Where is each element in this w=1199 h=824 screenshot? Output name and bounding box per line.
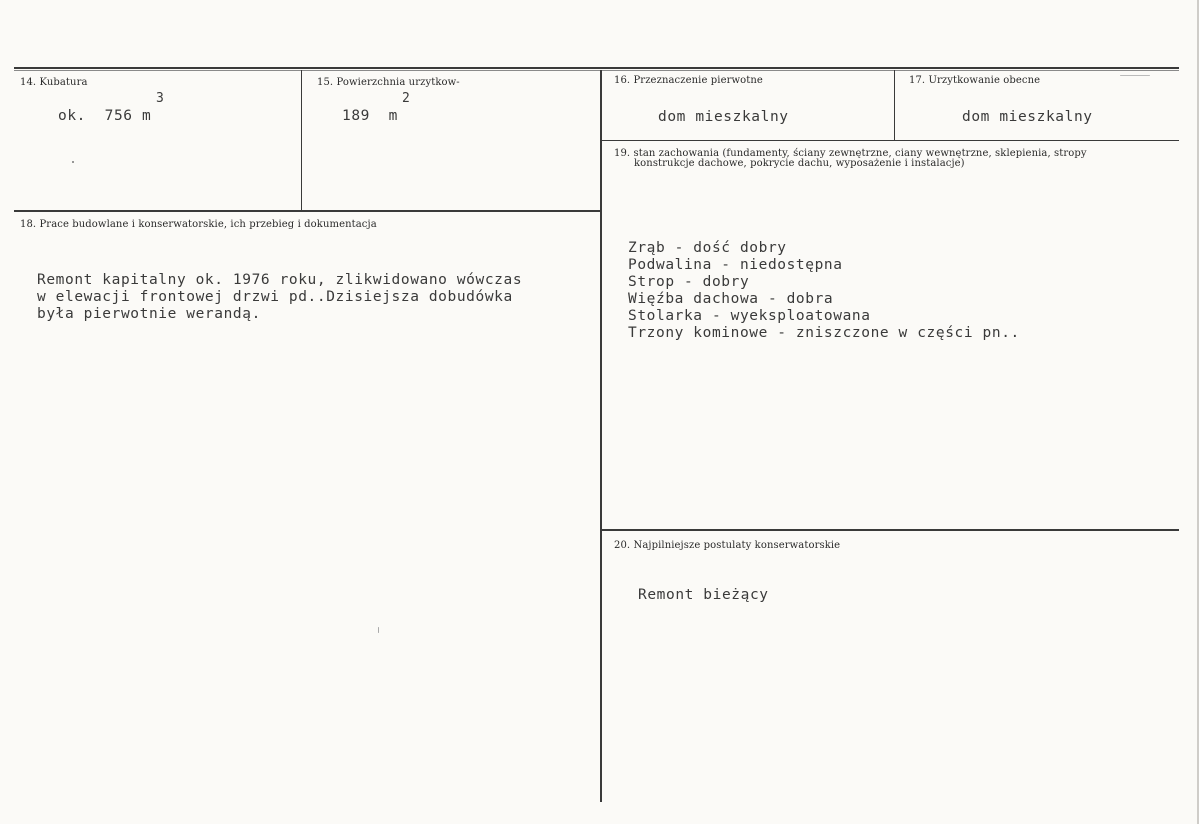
scan-speck	[378, 627, 379, 633]
scan-speck	[1120, 75, 1150, 76]
scan-speck	[72, 161, 74, 163]
stan-line: Trzony kominowe - zniszczone w części pn..	[628, 325, 1020, 341]
uzytkowanie-label: 17. Urzytkowanie obecne	[909, 75, 1041, 86]
top-border-inner	[14, 70, 1179, 71]
postulaty-value: Remont bieżący	[638, 587, 769, 603]
stan-line: Więźba dachowa - dobra	[628, 291, 834, 307]
stan-line: Strop - dobry	[628, 274, 750, 290]
stan-line: Zrąb - dość dobry	[628, 240, 787, 256]
divider-under-14-15	[14, 210, 600, 212]
prace-label: 18. Prace budowlane i konserwatorskie, ich przebieg i dokumentacja	[20, 219, 377, 230]
prace-line: Remont kapitalny ok. 1976 roku, zlikwidowano wówczas	[37, 272, 523, 288]
top-border	[14, 67, 1179, 69]
przeznaczenie-value: dom mieszkalny	[658, 109, 789, 125]
divider-under-16-17	[602, 140, 1179, 141]
divider-14-15	[301, 70, 302, 211]
powierzchnia-value: 189 m	[342, 108, 398, 124]
kubatura-value: ok. 756 m	[58, 108, 152, 124]
powierzchnia-label: 15. Powierzchnia urzytkow-	[317, 77, 460, 88]
powierzchnia-exponent: 2	[402, 91, 411, 106]
stan-label-continued: konstrukcje dachowe, pokrycie dachu, wyposażenie i instalacje)	[634, 158, 965, 169]
stan-label: 19. stan zachowania (fundamenty, ściany zewnętrzne, ciany wewnętrzne, sklepienia, stropy	[614, 148, 1087, 159]
stan-line: Podwalina - niedostępna	[628, 257, 843, 273]
kubatura-exponent: 3	[156, 91, 165, 106]
divider-16-17	[894, 70, 895, 140]
prace-line: w elewacji frontowej drzwi pd..Dzisiejsza dobudówka	[37, 289, 513, 305]
kubatura-label: 14. Kubatura	[20, 77, 88, 88]
prace-line: była pierwotnie werandą.	[37, 306, 261, 322]
uzytkowanie-value: dom mieszkalny	[962, 109, 1093, 125]
przeznaczenie-label: 16. Przeznaczenie pierwotne	[614, 75, 763, 86]
divider-left-right	[600, 70, 602, 802]
postulaty-label: 20. Najpilniejsze postulaty konserwatorskie	[614, 540, 841, 551]
stan-line: Stolarka - wyeksploatowana	[628, 308, 871, 324]
divider-under-19	[602, 529, 1179, 531]
